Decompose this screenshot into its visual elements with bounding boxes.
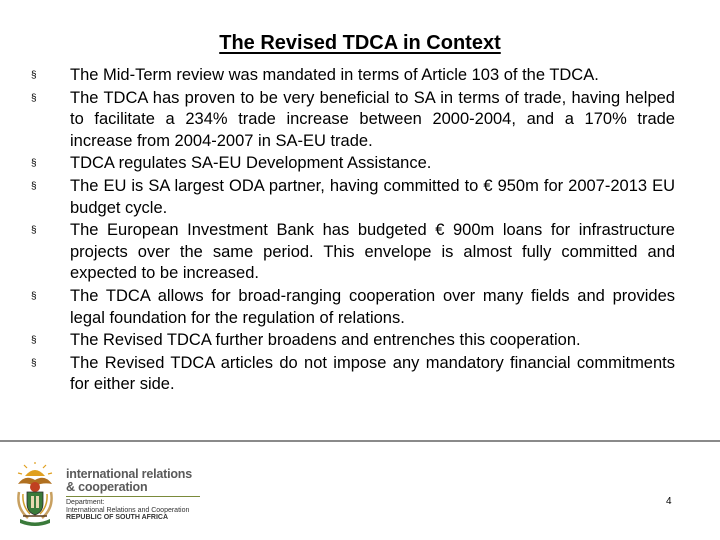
page-number: 4	[666, 496, 672, 507]
bullet-marker: §	[31, 335, 37, 347]
bullet-text: TDCA regulates SA-EU Development Assistance.	[70, 154, 432, 173]
coat-of-arms-icon	[10, 462, 60, 528]
bullet-item	[30, 88, 675, 153]
logo-line1: international relations	[66, 467, 192, 481]
bullet-marker: §	[31, 225, 37, 237]
logo-text	[66, 468, 200, 522]
logo-divider	[66, 496, 200, 497]
bullet-marker: §	[31, 158, 37, 170]
bullet-text: The Revised TDCA articles do not impose any mandatory financial commitments for either side.	[70, 353, 675, 394]
logo-line2: & cooperation	[66, 480, 148, 494]
bullet-text: The Mid-Term review was mandated in terms of Article 103 of the TDCA.	[70, 66, 599, 84]
bullet-marker: §	[31, 290, 37, 302]
bullet-item	[30, 65, 675, 87]
bullet-text: The Revised TDCA further broadens and entrenches this cooperation.	[70, 331, 581, 350]
footer-divider	[0, 440, 720, 442]
department-name: International Relations and Cooperation	[66, 506, 190, 514]
bullet-text: The EU is SA largest ODA partner, having committed to € 950m for 2007-2013 EU budget cycle.	[70, 176, 675, 217]
bullet-item	[30, 353, 675, 396]
country-name: REPUBLIC OF SOUTH AFRICA	[66, 514, 169, 521]
bullet-list	[30, 65, 675, 397]
bullet-text: The TDCA has proven to be very beneficial to SA in terms of trade, having helped to facilitate a 234% trade increase between 2000-2004, and a 170% trade increase from 2004-2007 in SA-EU trade.	[70, 88, 675, 150]
bullet-item	[30, 153, 675, 175]
bullet-item	[30, 286, 675, 329]
bullet-item	[30, 220, 675, 285]
bullet-text: The European Investment Bank has budgeted € 900m loans for infrastructure projects over the same period. This envelope is almost fully committed and expected to be increased.	[70, 221, 675, 283]
bullet-marker: §	[31, 357, 37, 369]
department-label: Department:	[66, 499, 105, 506]
bullet-marker: §	[31, 180, 37, 192]
bullet-marker: §	[31, 92, 37, 104]
bullet-item	[30, 176, 675, 219]
department-logo	[10, 462, 200, 528]
bullet-text: The TDCA allows for broad-ranging cooperation over many fields and provides legal foundation for the regulation of relations.	[70, 286, 675, 327]
slide-title: The Revised TDCA in Context	[219, 32, 501, 54]
bullet-marker: §	[31, 70, 37, 81]
bullet-item	[30, 330, 675, 352]
